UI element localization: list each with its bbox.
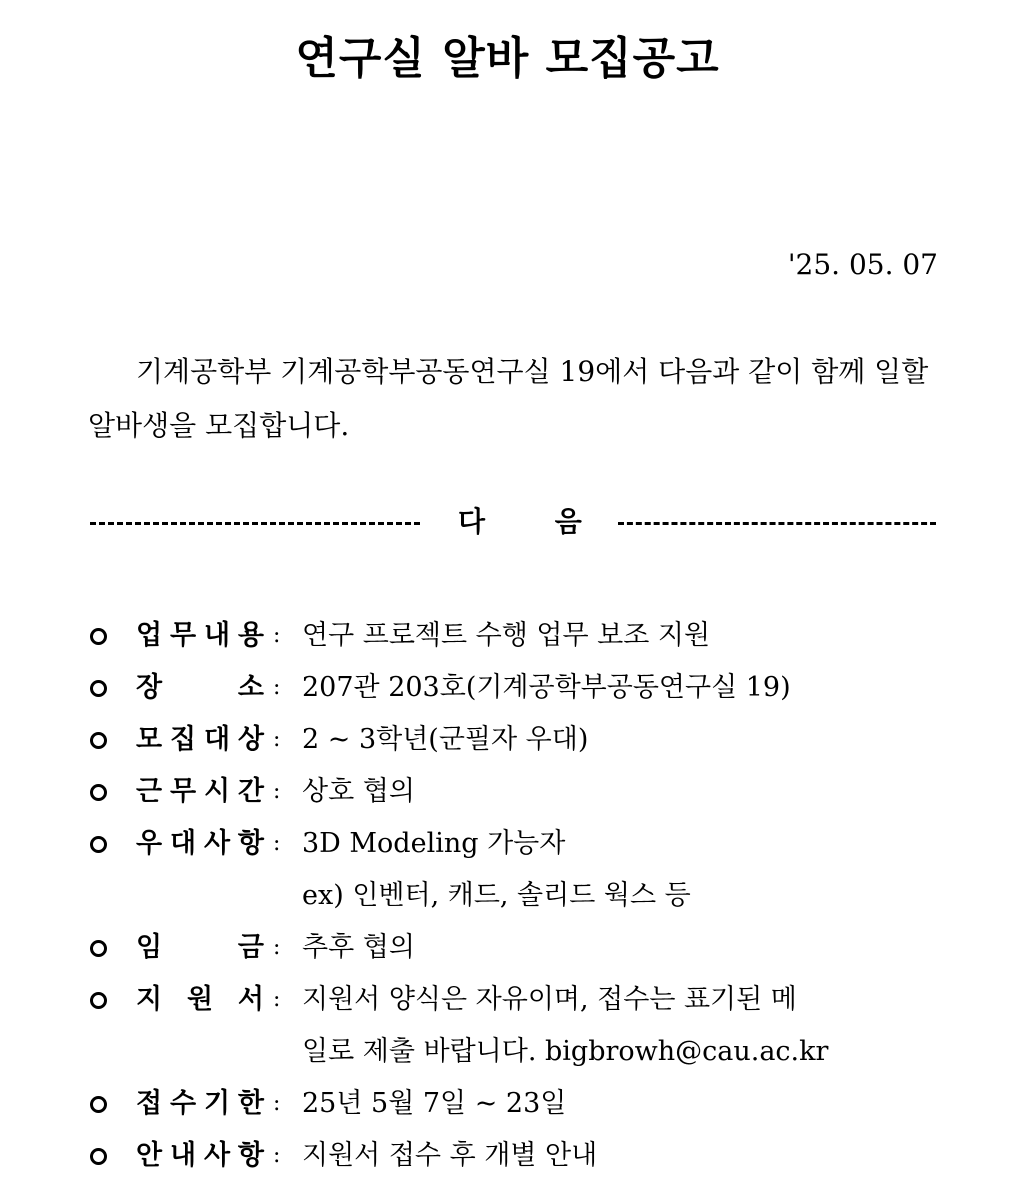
item-label: 임 금 [136,932,264,963]
section-divider [88,500,938,544]
list-item-work [88,614,958,666]
item-label: 안 내 사 항 [136,1140,264,1171]
bullet-icon [90,992,107,1009]
item-value: 3D Modeling 가능자 [302,828,566,859]
bullet-icon [90,628,107,645]
item-colon: : [273,831,281,856]
item-colon: : [273,779,281,804]
item-value: 25년 5월 7일 ~ 23일 [302,1088,567,1119]
document-title: 연구실 알바 모집공고 [295,33,720,84]
bullet-icon [90,784,107,801]
item-label: 모 집 대 상 [136,724,264,755]
intro-paragraph: 기계공학부 기계공학부공동연구실 19에서 다음과 같이 함께 일할 알바생을 모집합니다. [88,355,929,442]
item-label: 우 대 사 항 [136,828,264,859]
bullet-icon [90,1148,107,1165]
item-value: 2 ~ 3학년(군필자 우대) [302,724,589,755]
item-value: 207관 203호(기계공학부공동연구실 19) [302,672,791,703]
item-label: 지 원 서 [136,984,264,1015]
item-label: 장 소 [136,672,264,703]
bullet-icon [90,836,107,853]
list-item-preference [88,822,958,874]
divider-heading: 다 음 [458,505,612,538]
list-item-location [88,666,958,718]
item-label: 근 무 시 간 [136,776,264,807]
list-item-wage [88,926,958,978]
divider-dashes-right [618,522,936,525]
item-value: 상호 협의 [302,776,415,807]
item-colon: : [273,623,281,648]
list-item-hours [88,770,958,822]
bullet-icon [90,680,107,697]
item-label: 접 수 기 한 [136,1088,264,1119]
item-colon: : [273,727,281,752]
item-colon: : [273,675,281,700]
list-item-notice [88,1134,958,1186]
list-item-deadline [88,1082,958,1134]
details-list [88,614,958,1186]
item-value: 연구 프로젝트 수행 업무 보조 지원 [302,620,711,651]
list-item-target [88,718,958,770]
document-date: '25. 05. 07 [787,248,938,281]
item-colon: : [273,935,281,960]
item-value: 지원서 양식은 자유이며, 접수는 표기된 메 [302,984,797,1015]
list-item-application-continued [88,1030,958,1082]
item-value-continued: 일로 제출 바랍니다. bigbrowh@cau.ac.kr [302,1036,829,1067]
item-colon: : [273,987,281,1012]
item-value: 추후 협의 [302,932,415,963]
bullet-icon [90,940,107,957]
item-value: 지원서 접수 후 개별 안내 [302,1140,598,1171]
list-item-application [88,978,958,1030]
list-item-preference-continued [88,874,958,926]
item-colon: : [273,1143,281,1168]
bullet-icon [90,1096,107,1113]
divider-dashes-left [90,522,420,525]
bullet-icon [90,732,107,749]
item-value-continued: ex) 인벤터, 캐드, 솔리드 웍스 등 [302,880,691,911]
item-label: 업 무 내 용 [136,620,264,651]
item-colon: : [273,1091,281,1116]
